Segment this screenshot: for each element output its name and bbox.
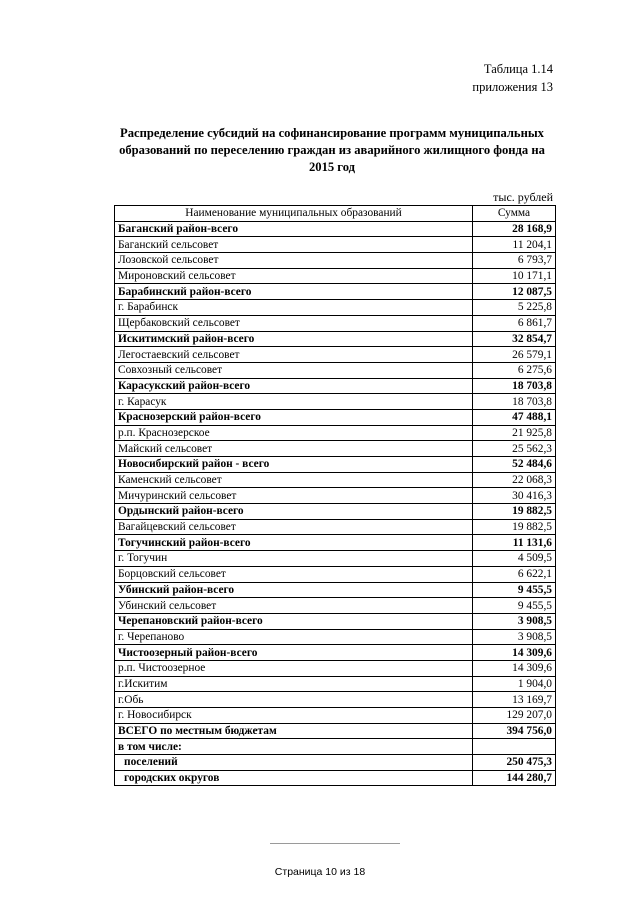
row-value-cell: 3 908,5: [473, 629, 556, 645]
row-value-cell: 52 484,6: [473, 457, 556, 473]
row-name-cell: Ордынский район-всего: [115, 504, 473, 520]
row-value-cell: 19 882,5: [473, 519, 556, 535]
row-value-cell: 3 908,5: [473, 613, 556, 629]
title-line-2: образований по переселению граждан из аварийного жилищного фонда на: [119, 143, 545, 157]
row-name-cell: г.Искитим: [115, 676, 473, 692]
row-name-cell: Мироновский сельсовет: [115, 268, 473, 284]
table-row: [115, 300, 556, 316]
table-row: [115, 504, 556, 520]
row-name-cell: р.п. Краснозерское: [115, 425, 473, 441]
row-name-cell: Карасукский район-всего: [115, 378, 473, 394]
row-value-cell: 10 171,1: [473, 268, 556, 284]
row-value-cell: 6 622,1: [473, 566, 556, 582]
row-value-cell: 394 756,0: [473, 723, 556, 739]
row-value-cell: 14 309,6: [473, 660, 556, 676]
row-name-cell: Тогучинский район-всего: [115, 535, 473, 551]
table-row: [115, 708, 556, 724]
table-row: [115, 441, 556, 457]
row-name-cell: Лозовской сельсовет: [115, 253, 473, 269]
row-value-cell: 13 169,7: [473, 692, 556, 708]
table-reference: [472, 60, 553, 96]
table-row: [115, 739, 556, 755]
row-name-cell: ВСЕГО по местным бюджетам: [115, 723, 473, 739]
row-name-cell: Щербаковский сельсовет: [115, 315, 473, 331]
row-name-cell: г. Новосибирск: [115, 708, 473, 724]
table-row: [115, 676, 556, 692]
table-row: [115, 315, 556, 331]
row-value-cell: 6 861,7: [473, 315, 556, 331]
document-title: [110, 125, 554, 176]
table-row: [115, 645, 556, 661]
table-body: [115, 221, 556, 786]
row-value-cell: 9 455,5: [473, 582, 556, 598]
table-row: [115, 237, 556, 253]
row-name-cell: Новосибирский район - всего: [115, 457, 473, 473]
table-row: [115, 284, 556, 300]
row-value-cell: 26 579,1: [473, 347, 556, 363]
table-row: [115, 551, 556, 567]
column-header-name: Наименование муниципальных образований: [115, 206, 473, 222]
row-name-cell: Каменский сельсовет: [115, 472, 473, 488]
table-row: [115, 755, 556, 771]
row-value-cell: 144 280,7: [473, 770, 556, 786]
table-row: [115, 629, 556, 645]
row-name-cell: Легостаевский сельсовет: [115, 347, 473, 363]
row-value-cell: 25 562,3: [473, 441, 556, 457]
row-value-cell: 12 087,5: [473, 284, 556, 300]
row-name-cell: г. Тогучин: [115, 551, 473, 567]
table-header-row: [115, 206, 556, 222]
row-name-cell: Майский сельсовет: [115, 441, 473, 457]
row-name-cell: Борцовский сельсовет: [115, 566, 473, 582]
row-name-cell: Искитимский район-всего: [115, 331, 473, 347]
unit-label: тыс. рублей: [493, 190, 553, 204]
table-row: [115, 723, 556, 739]
row-name-cell: г. Карасук: [115, 394, 473, 410]
row-value-cell: 14 309,6: [473, 645, 556, 661]
table-row: [115, 613, 556, 629]
table-row: [115, 660, 556, 676]
row-value-cell: 9 455,5: [473, 598, 556, 614]
row-value-cell: 28 168,9: [473, 221, 556, 237]
row-name-cell: Совхозный сельсовет: [115, 362, 473, 378]
row-value-cell: 18 703,8: [473, 378, 556, 394]
appendix-reference: приложения 13: [472, 80, 553, 94]
row-value-cell: 32 854,7: [473, 331, 556, 347]
row-value-cell: 6 275,6: [473, 362, 556, 378]
table-row: [115, 362, 556, 378]
row-value-cell: 11 204,1: [473, 237, 556, 253]
row-name-cell: р.п. Чистоозерное: [115, 660, 473, 676]
row-value-cell: 47 488,1: [473, 409, 556, 425]
row-name-cell: г.Обь: [115, 692, 473, 708]
row-name-cell: поселений: [115, 755, 473, 771]
row-value-cell: 1 904,0: [473, 676, 556, 692]
row-value-cell: 18 703,8: [473, 394, 556, 410]
row-name-cell: Барабинский район-всего: [115, 284, 473, 300]
row-name-cell: Убинский район-всего: [115, 582, 473, 598]
page-number: Страница 10 из 18: [274, 866, 366, 878]
row-name-cell: Баганский сельсовет: [115, 237, 473, 253]
column-header-sum: Сумма: [473, 206, 556, 222]
table-row: [115, 268, 556, 284]
table-row: [115, 692, 556, 708]
table-row: [115, 253, 556, 269]
row-name-cell: г. Барабинск: [115, 300, 473, 316]
row-value-cell: 21 925,8: [473, 425, 556, 441]
row-value-cell: 19 882,5: [473, 504, 556, 520]
table-row: [115, 519, 556, 535]
row-name-cell: Черепановский район-всего: [115, 613, 473, 629]
table-row: [115, 457, 556, 473]
table-row: [115, 598, 556, 614]
table-row: [115, 535, 556, 551]
footer-divider: [270, 843, 400, 844]
table-row: [115, 582, 556, 598]
table-row: [115, 347, 556, 363]
row-name-cell: г. Черепаново: [115, 629, 473, 645]
table-row: [115, 425, 556, 441]
row-name-cell: Чистоозерный район-всего: [115, 645, 473, 661]
row-value-cell: 11 131,6: [473, 535, 556, 551]
row-value-cell: [473, 739, 556, 755]
title-line-1: Распределение субсидий на софинансирование программ муниципальных: [120, 126, 544, 140]
row-value-cell: 129 207,0: [473, 708, 556, 724]
row-value-cell: 6 793,7: [473, 253, 556, 269]
row-value-cell: 22 068,3: [473, 472, 556, 488]
table-row: [115, 221, 556, 237]
table-row: [115, 409, 556, 425]
row-name-cell: Убинский сельсовет: [115, 598, 473, 614]
row-value-cell: 30 416,3: [473, 488, 556, 504]
row-name-cell: в том числе:: [115, 739, 473, 755]
table-row: [115, 770, 556, 786]
table-row: [115, 331, 556, 347]
row-value-cell: 250 475,3: [473, 755, 556, 771]
row-name-cell: Вагайцевский сельсовет: [115, 519, 473, 535]
row-value-cell: 4 509,5: [473, 551, 556, 567]
table-number: Таблица 1.14: [483, 62, 553, 76]
row-name-cell: Баганский район-всего: [115, 221, 473, 237]
table-row: [115, 378, 556, 394]
row-name-cell: Краснозерский район-всего: [115, 409, 473, 425]
row-name-cell: городских округов: [115, 770, 473, 786]
table-row: [115, 394, 556, 410]
title-line-3: 2015 год: [308, 160, 356, 174]
subsidy-table: [114, 205, 556, 786]
table-row: [115, 566, 556, 582]
row-name-cell: Мичуринский сельсовет: [115, 488, 473, 504]
table-row: [115, 472, 556, 488]
row-value-cell: 5 225,8: [473, 300, 556, 316]
table-row: [115, 488, 556, 504]
